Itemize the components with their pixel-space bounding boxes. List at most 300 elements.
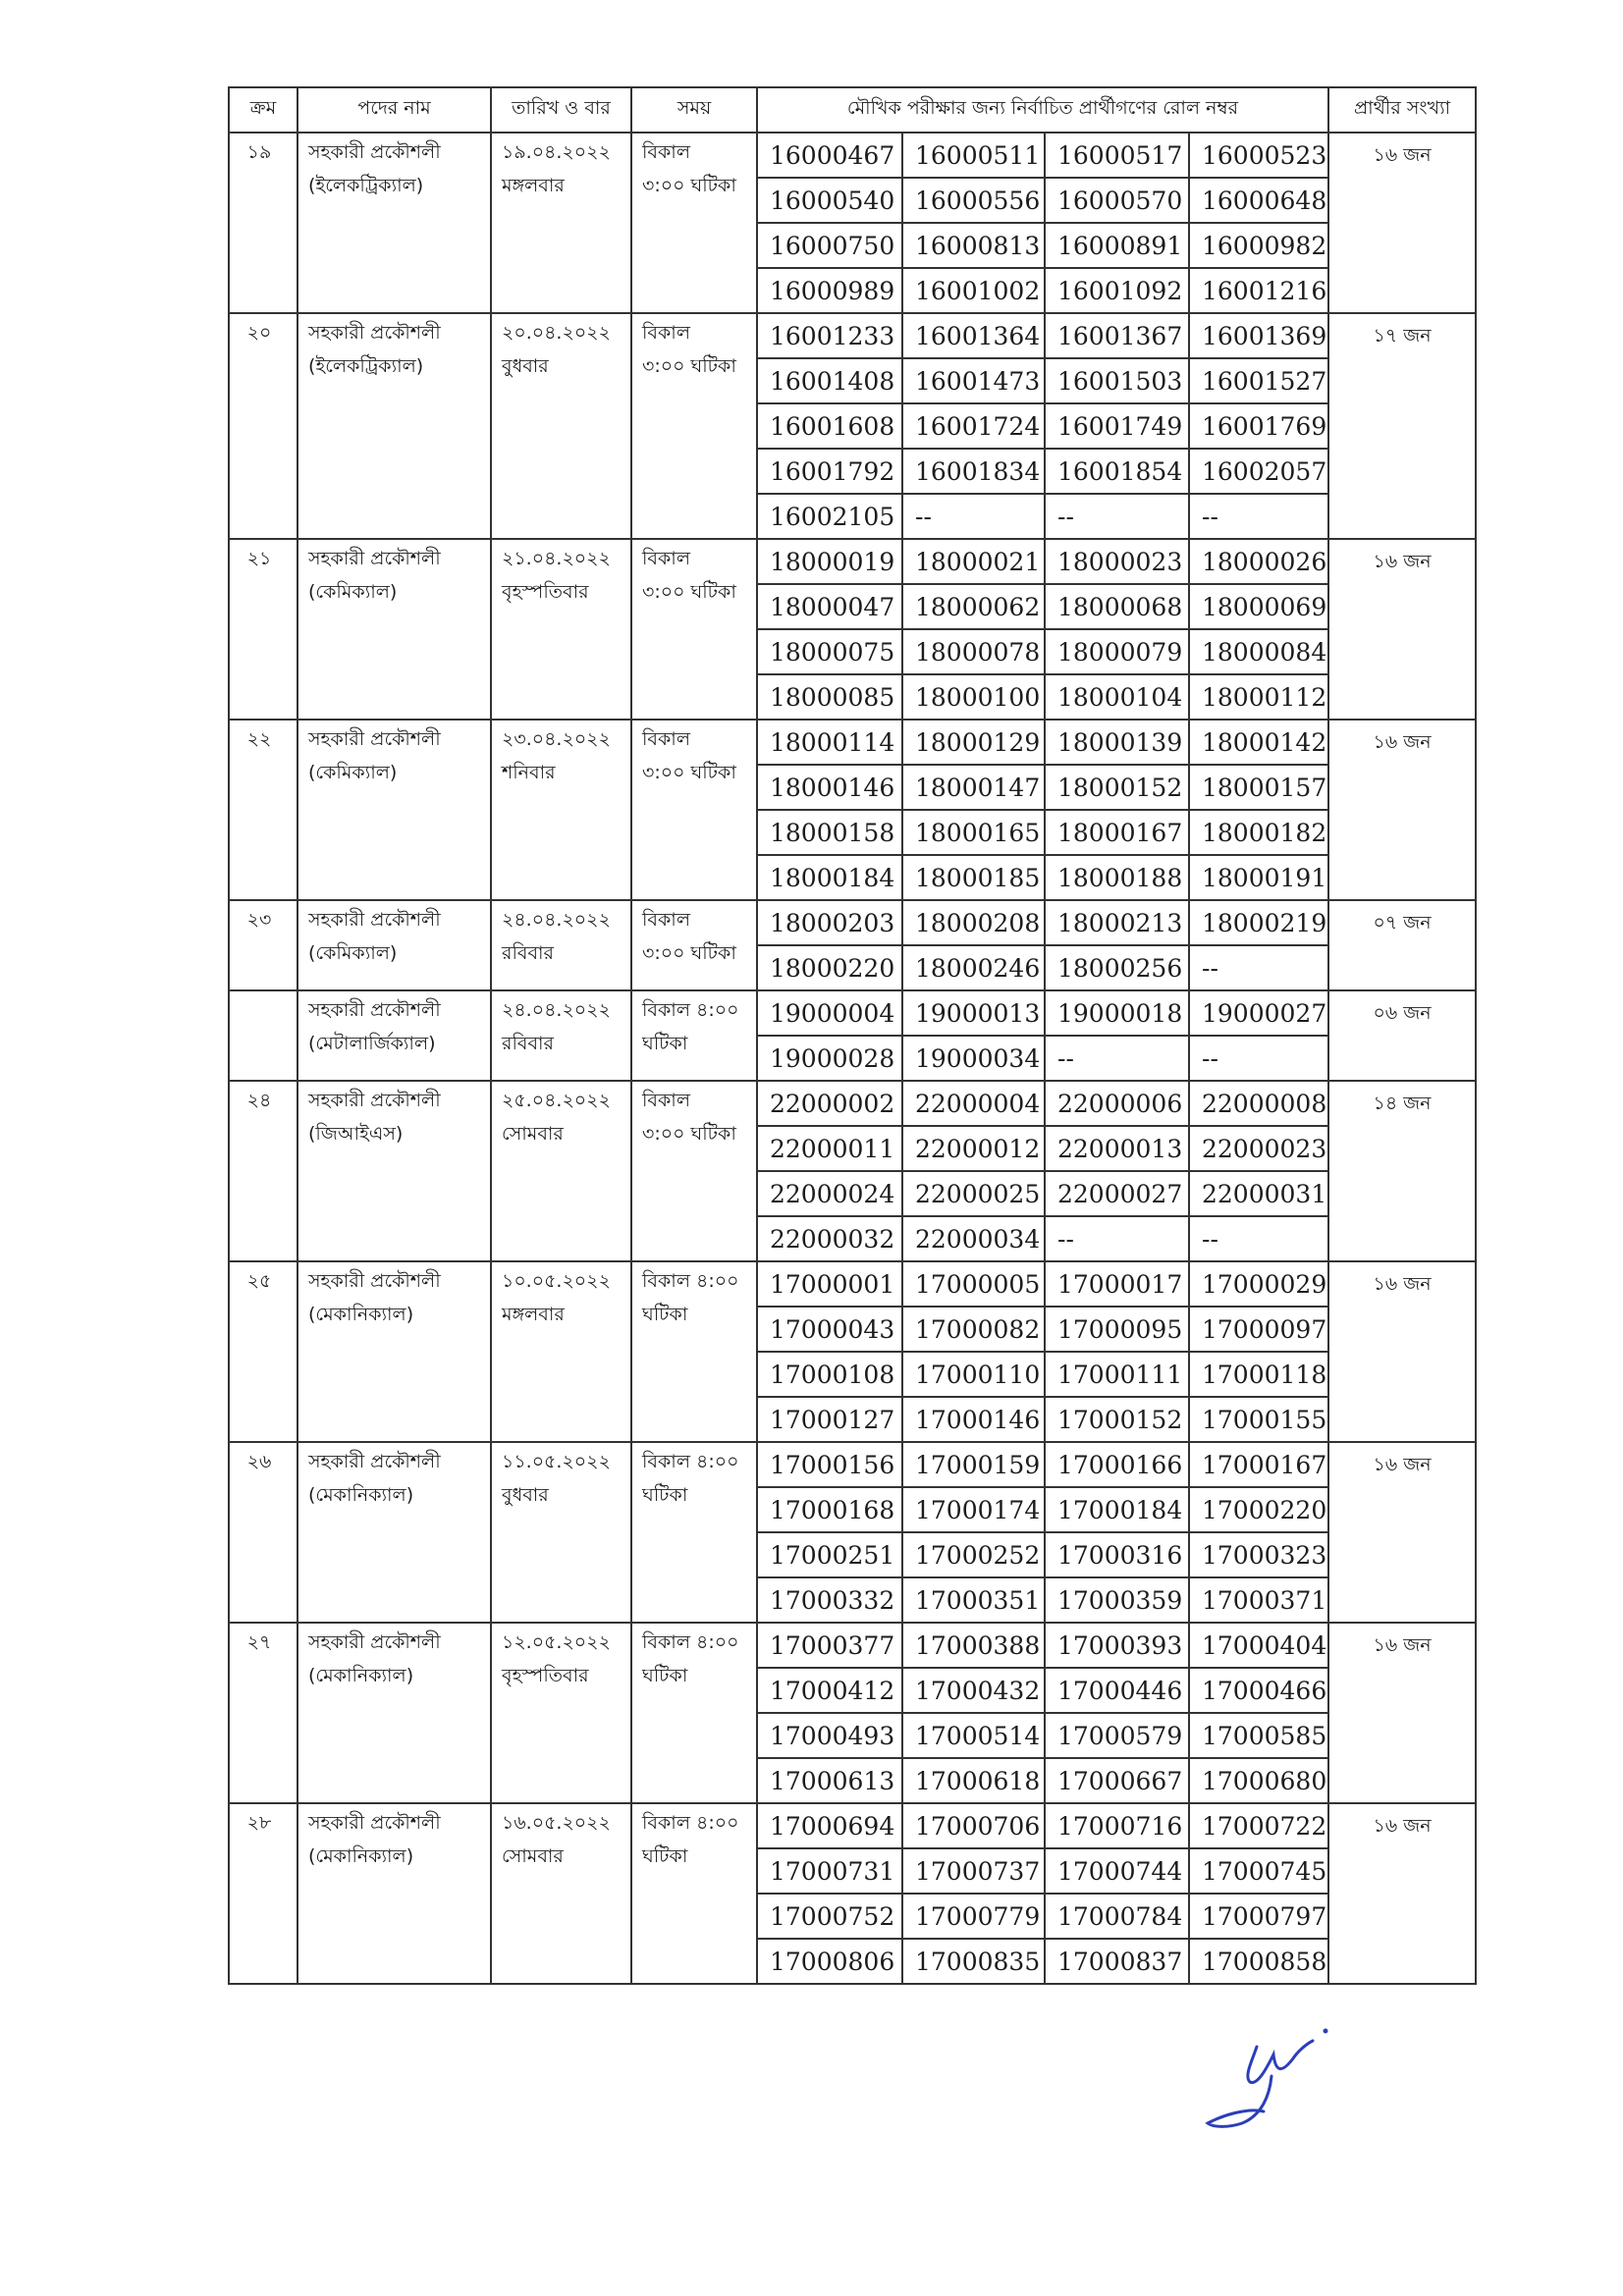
post-name-cell — [298, 990, 491, 1081]
time-cell — [631, 313, 757, 539]
candidate-count-cell: ১৬ জন — [1328, 539, 1476, 720]
time-cell — [631, 720, 757, 900]
time-line: বিকাল — [642, 909, 690, 931]
roll-number-cell: 17000167 — [1189, 1442, 1328, 1487]
date-day-cell — [491, 539, 631, 720]
post-name-line: (মেটালার্জিক্যাল) — [308, 1033, 436, 1054]
post-name-line: সহকারী প্রকৌশলী — [308, 909, 441, 931]
time-line: বিকাল ৪:০০ — [642, 1270, 739, 1292]
roll-number-cell: 18000167 — [1045, 810, 1189, 855]
serial-cell: ২৭ — [229, 1623, 298, 1803]
roll-number-cell: 19000028 — [757, 1036, 902, 1081]
roll-number-cell: 18000104 — [1045, 674, 1189, 720]
roll-number-cell: 22000027 — [1045, 1171, 1189, 1216]
roll-number-cell: 18000142 — [1189, 720, 1328, 765]
date-day-line: শনিবার — [502, 762, 556, 783]
post-name-cell — [298, 900, 491, 990]
roll-number-cell: 18000047 — [757, 584, 902, 629]
time-line: ঘটিকা — [642, 1304, 688, 1325]
time-line: ৩:০০ ঘটিকা — [642, 581, 736, 603]
roll-number-cell: 19000034 — [902, 1036, 1045, 1081]
roll-number-cell: 17000744 — [1045, 1848, 1189, 1894]
roll-number-cell: 17000111 — [1045, 1352, 1189, 1397]
roll-number-cell: 17000393 — [1045, 1623, 1189, 1668]
roll-number-cell: 17000152 — [1045, 1397, 1189, 1442]
serial-cell — [229, 990, 298, 1081]
roll-number-cell: 16001233 — [757, 313, 902, 358]
roll-number-cell: 16000648 — [1189, 178, 1328, 223]
date-day-cell — [491, 1261, 631, 1442]
roll-number-cell: 22000008 — [1189, 1081, 1328, 1126]
date-day-cell — [491, 1803, 631, 1984]
serial-cell: ১৯ — [229, 133, 298, 313]
roll-number-cell: 16001408 — [757, 358, 902, 403]
roll-number-cell: 22000004 — [902, 1081, 1045, 1126]
roll-number-cell: 22000002 — [757, 1081, 902, 1126]
roll-number-cell: 17000110 — [902, 1352, 1045, 1397]
post-name-line: (মেকানিক্যাল) — [308, 1665, 414, 1686]
table-row — [229, 1623, 1476, 1668]
roll-number-cell: 17000174 — [902, 1487, 1045, 1532]
post-name-cell — [298, 720, 491, 900]
post-name-cell — [298, 1803, 491, 1984]
roll-number-cell: 17000388 — [902, 1623, 1045, 1668]
time-cell — [631, 133, 757, 313]
roll-number-cell: 17000404 — [1189, 1623, 1328, 1668]
candidate-count-cell: ১৬ জন — [1328, 1623, 1476, 1803]
roll-number-cell: 18000182 — [1189, 810, 1328, 855]
roll-number-cell: 17000613 — [757, 1758, 902, 1803]
roll-number-cell: 18000188 — [1045, 855, 1189, 900]
roll-number-cell: 17000837 — [1045, 1939, 1189, 1984]
roll-number-cell: 16001002 — [902, 268, 1045, 313]
time-line: ৩:০০ ঘটিকা — [642, 1123, 736, 1145]
date-day-line: ১৯.০৪.২০২২ — [502, 141, 611, 163]
roll-number-cell: 18000075 — [757, 629, 902, 674]
roll-number-cell: 17000251 — [757, 1532, 902, 1577]
roll-number-cell: 16001792 — [757, 449, 902, 494]
roll-number-cell: 18000114 — [757, 720, 902, 765]
candidate-count-cell: ১৭ জন — [1328, 313, 1476, 539]
post-name-cell — [298, 539, 491, 720]
roll-number-cell: 17000156 — [757, 1442, 902, 1487]
table-row — [229, 1261, 1476, 1307]
roll-number-cell: 16001834 — [902, 449, 1045, 494]
roll-number-cell: 18000213 — [1045, 900, 1189, 945]
roll-number-cell: 17000694 — [757, 1803, 902, 1848]
date-day-cell — [491, 720, 631, 900]
date-day-line: বুধবার — [502, 1484, 549, 1506]
roll-number-cell: 18000191 — [1189, 855, 1328, 900]
roll-number-cell: 17000127 — [757, 1397, 902, 1442]
time-line: বিকাল — [642, 548, 690, 569]
date-day-cell — [491, 313, 631, 539]
roll-number-cell: 17000466 — [1189, 1668, 1328, 1713]
date-day-cell — [491, 900, 631, 990]
roll-number-cell: 18000021 — [902, 539, 1045, 584]
roll-number-cell: 17000316 — [1045, 1532, 1189, 1577]
post-name-line: সহকারী প্রকৌশলী — [308, 1451, 441, 1472]
time-line: ৩:০০ ঘটিকা — [642, 175, 736, 196]
roll-number-cell: 17000784 — [1045, 1894, 1189, 1939]
roll-number-cell: 17000017 — [1045, 1261, 1189, 1307]
roll-number-cell: -- — [1189, 1216, 1328, 1261]
time-line: বিকাল ৪:০০ — [642, 1631, 739, 1653]
roll-number-cell: -- — [1045, 494, 1189, 539]
roll-number-cell: 17000118 — [1189, 1352, 1328, 1397]
roll-number-cell: 16000556 — [902, 178, 1045, 223]
roll-number-cell: 22000024 — [757, 1171, 902, 1216]
date-day-cell — [491, 1623, 631, 1803]
table-row — [229, 133, 1476, 178]
roll-number-cell: 17000371 — [1189, 1577, 1328, 1623]
roll-number-cell: 22000025 — [902, 1171, 1045, 1216]
date-day-line: বৃহস্পতিবার — [502, 581, 589, 603]
roll-number-cell: 16000891 — [1045, 223, 1189, 268]
roll-number-cell: 16001769 — [1189, 403, 1328, 449]
table-row — [229, 1081, 1476, 1126]
time-line: ৩:০০ ঘটিকা — [642, 942, 736, 964]
roll-number-cell: 18000165 — [902, 810, 1045, 855]
roll-number-cell: 16000813 — [902, 223, 1045, 268]
roll-number-cell: 22000013 — [1045, 1126, 1189, 1171]
serial-cell: ২১ — [229, 539, 298, 720]
time-cell — [631, 1623, 757, 1803]
roll-number-cell: 18000023 — [1045, 539, 1189, 584]
roll-number-cell: 17000043 — [757, 1307, 902, 1352]
roll-number-cell: 18000139 — [1045, 720, 1189, 765]
roll-number-cell: 18000062 — [902, 584, 1045, 629]
roll-number-cell: 16001608 — [757, 403, 902, 449]
serial-cell: ২৪ — [229, 1081, 298, 1261]
header-date-day: তারিখ ও বার — [491, 87, 631, 133]
roll-number-cell: 18000158 — [757, 810, 902, 855]
time-cell — [631, 1261, 757, 1442]
date-day-line: বৃহস্পতিবার — [502, 1665, 589, 1686]
serial-cell: ২০ — [229, 313, 298, 539]
roll-number-cell: 22000011 — [757, 1126, 902, 1171]
candidate-count-cell: ১৬ জন — [1328, 1261, 1476, 1442]
post-name-line: সহকারী প্রকৌশলী — [308, 1270, 441, 1292]
roll-number-cell: 17000252 — [902, 1532, 1045, 1577]
roll-number-cell: 17000351 — [902, 1577, 1045, 1623]
candidate-count-cell: ০৬ জন — [1328, 990, 1476, 1081]
roll-number-cell: 18000112 — [1189, 674, 1328, 720]
roll-number-cell: 18000185 — [902, 855, 1045, 900]
roll-number-cell: 17000082 — [902, 1307, 1045, 1352]
roll-number-cell: -- — [1189, 494, 1328, 539]
roll-number-cell: 18000157 — [1189, 765, 1328, 810]
table-row — [229, 313, 1476, 358]
roll-number-cell: 16001367 — [1045, 313, 1189, 358]
handwritten-signature — [1203, 2017, 1350, 2135]
date-day-line: ২৪.০৪.২০২২ — [502, 909, 611, 931]
post-name-line: সহকারী প্রকৌশলী — [308, 548, 441, 569]
roll-number-cell: 17000005 — [902, 1261, 1045, 1307]
date-day-line: ২৫.০৪.২০২২ — [502, 1090, 611, 1111]
roll-number-cell: 16000570 — [1045, 178, 1189, 223]
roll-number-cell: 17000514 — [902, 1713, 1045, 1758]
table-row — [229, 900, 1476, 945]
candidate-count-cell: ১৬ জন — [1328, 1442, 1476, 1623]
time-line: বিকাল ৪:০০ — [642, 1451, 739, 1472]
post-name-cell — [298, 1623, 491, 1803]
roll-number-cell: 17000097 — [1189, 1307, 1328, 1352]
roll-number-cell: 22000032 — [757, 1216, 902, 1261]
roll-number-cell: 16000750 — [757, 223, 902, 268]
roll-number-cell: 17000332 — [757, 1577, 902, 1623]
roll-number-cell: 18000026 — [1189, 539, 1328, 584]
post-name-line: সহকারী প্রকৌশলী — [308, 1812, 441, 1834]
roll-number-cell: 22000012 — [902, 1126, 1045, 1171]
roll-number-cell: 18000208 — [902, 900, 1045, 945]
serial-cell: ২২ — [229, 720, 298, 900]
time-cell — [631, 1442, 757, 1623]
roll-number-cell: 17000731 — [757, 1848, 902, 1894]
time-line: বিকাল ৪:০০ — [642, 1812, 739, 1834]
serial-cell: ২৩ — [229, 900, 298, 990]
roll-number-cell: 18000019 — [757, 539, 902, 584]
roll-number-cell: 18000084 — [1189, 629, 1328, 674]
roll-number-cell: 17000835 — [902, 1939, 1045, 1984]
roll-number-cell: 18000152 — [1045, 765, 1189, 810]
roll-number-cell: 16000511 — [902, 133, 1045, 178]
roll-number-cell: 19000027 — [1189, 990, 1328, 1036]
post-name-line: (কেমিক্যাল) — [308, 762, 398, 783]
table-row — [229, 539, 1476, 584]
candidate-count-cell: ১৬ জন — [1328, 133, 1476, 313]
header-serial: ক্রম — [229, 87, 298, 133]
date-day-line: বুধবার — [502, 355, 549, 377]
time-cell — [631, 539, 757, 720]
table-row — [229, 1442, 1476, 1487]
table-row — [229, 990, 1476, 1036]
time-cell — [631, 1803, 757, 1984]
date-day-line: মঙ্গলবার — [502, 1304, 565, 1325]
roll-number-cell: 17000585 — [1189, 1713, 1328, 1758]
date-day-line: মঙ্গলবার — [502, 175, 565, 196]
candidate-count-cell: ০৭ জন — [1328, 900, 1476, 990]
date-day-line: ১২.০৫.২০২২ — [502, 1631, 611, 1653]
post-name-line: (মেকানিক্যাল) — [308, 1484, 414, 1506]
roll-number-cell: 22000034 — [902, 1216, 1045, 1261]
candidate-count-cell: ১৪ জন — [1328, 1081, 1476, 1261]
post-name-cell — [298, 1081, 491, 1261]
roll-number-cell: 18000129 — [902, 720, 1045, 765]
post-name-cell — [298, 1442, 491, 1623]
roll-number-cell: -- — [902, 494, 1045, 539]
time-line: বিকাল — [642, 728, 690, 750]
roll-number-cell: 17000184 — [1045, 1487, 1189, 1532]
roll-number-cell: 17000779 — [902, 1894, 1045, 1939]
time-line: বিকাল — [642, 322, 690, 344]
roll-number-cell: 18000085 — [757, 674, 902, 720]
date-day-line: ১১.০৫.২০২২ — [502, 1451, 611, 1472]
roll-number-cell: 17000737 — [902, 1848, 1045, 1894]
roll-number-cell: 17000377 — [757, 1623, 902, 1668]
roll-number-cell: 18000100 — [902, 674, 1045, 720]
roll-number-cell: 17000159 — [902, 1442, 1045, 1487]
roll-number-cell: 16001854 — [1045, 449, 1189, 494]
roll-number-cell: 18000147 — [902, 765, 1045, 810]
roll-number-cell: 16001503 — [1045, 358, 1189, 403]
roll-number-cell: 17000432 — [902, 1668, 1045, 1713]
roll-number-cell: 17000168 — [757, 1487, 902, 1532]
roll-number-cell: 16000523 — [1189, 133, 1328, 178]
time-cell — [631, 990, 757, 1081]
roll-number-cell: 17000806 — [757, 1939, 902, 1984]
roll-number-cell: 17000146 — [902, 1397, 1045, 1442]
post-name-line: সহকারী প্রকৌশলী — [308, 322, 441, 344]
roll-number-cell: 16000982 — [1189, 223, 1328, 268]
time-line: বিকাল ৪:০০ — [642, 999, 739, 1021]
post-name-line: (কেমিক্যাল) — [308, 581, 398, 603]
roll-number-cell: 17000412 — [757, 1668, 902, 1713]
time-line: ঘটিকা — [642, 1845, 688, 1867]
time-cell — [631, 1081, 757, 1261]
roll-number-cell: -- — [1045, 1216, 1189, 1261]
roll-number-cell: 17000579 — [1045, 1713, 1189, 1758]
roll-number-cell: 17000618 — [902, 1758, 1045, 1803]
post-name-cell — [298, 133, 491, 313]
roll-number-cell: 17000359 — [1045, 1577, 1189, 1623]
roll-number-cell: 18000068 — [1045, 584, 1189, 629]
roll-number-cell: 22000006 — [1045, 1081, 1189, 1126]
roll-number-cell: 22000023 — [1189, 1126, 1328, 1171]
roll-number-cell: 17000155 — [1189, 1397, 1328, 1442]
header-time: সময় — [631, 87, 757, 133]
roll-number-cell: 17000323 — [1189, 1532, 1328, 1577]
roll-number-cell: 16002057 — [1189, 449, 1328, 494]
post-name-line: সহকারী প্রকৌশলী — [308, 728, 441, 750]
post-name-line: (কেমিক্যাল) — [308, 942, 398, 964]
roll-number-cell: 18000078 — [902, 629, 1045, 674]
date-day-line: ২১.০৪.২০২২ — [502, 548, 611, 569]
post-name-cell — [298, 1261, 491, 1442]
time-line: ঘটিকা — [642, 1484, 688, 1506]
table-row — [229, 720, 1476, 765]
date-day-cell — [491, 1442, 631, 1623]
roll-number-cell: 17000716 — [1045, 1803, 1189, 1848]
roll-number-cell: 16002105 — [757, 494, 902, 539]
roll-number-cell: 17000680 — [1189, 1758, 1328, 1803]
roll-number-cell: 18000184 — [757, 855, 902, 900]
date-day-line: ২৩.০৪.২০২২ — [502, 728, 611, 750]
table-row — [229, 1803, 1476, 1848]
roll-number-cell: 16001749 — [1045, 403, 1189, 449]
roll-number-cell: -- — [1045, 1036, 1189, 1081]
time-line: ঘটিকা — [642, 1033, 688, 1054]
date-day-line: ১৬.০৫.২০২২ — [502, 1812, 611, 1834]
roll-number-cell: 16001216 — [1189, 268, 1328, 313]
roll-number-cell: 17000493 — [757, 1713, 902, 1758]
roll-number-cell: 17000095 — [1045, 1307, 1189, 1352]
post-name-cell — [298, 313, 491, 539]
time-line: ৩:০০ ঘটিকা — [642, 762, 736, 783]
candidate-roll-table — [228, 86, 1477, 1985]
roll-number-cell: 17000108 — [757, 1352, 902, 1397]
date-day-line: রবিবার — [502, 942, 554, 964]
post-name-line: সহকারী প্রকৌশলী — [308, 141, 441, 163]
roll-number-cell: 17000745 — [1189, 1848, 1328, 1894]
roll-number-cell: 18000146 — [757, 765, 902, 810]
roll-number-cell: 22000031 — [1189, 1171, 1328, 1216]
roll-number-cell: 17000722 — [1189, 1803, 1328, 1848]
post-name-line: সহকারী প্রকৌশলী — [308, 1090, 441, 1111]
time-cell — [631, 900, 757, 990]
roll-number-cell: 16001369 — [1189, 313, 1328, 358]
post-name-line: সহকারী প্রকৌশলী — [308, 999, 441, 1021]
roll-number-cell: 18000220 — [757, 945, 902, 990]
roll-number-cell: 16000467 — [757, 133, 902, 178]
roll-number-cell: 18000069 — [1189, 584, 1328, 629]
post-name-line: (ইলেকট্রিক্যাল) — [308, 355, 424, 377]
roll-number-cell: 16001364 — [902, 313, 1045, 358]
roll-number-cell: 18000203 — [757, 900, 902, 945]
table-body — [229, 133, 1476, 1984]
roll-number-cell: 18000246 — [902, 945, 1045, 990]
post-name-line: (মেকানিক্যাল) — [308, 1304, 414, 1325]
roll-number-cell: 16001473 — [902, 358, 1045, 403]
roll-number-cell: 19000018 — [1045, 990, 1189, 1036]
roll-number-cell: 17000752 — [757, 1894, 902, 1939]
roll-number-cell: 17000166 — [1045, 1442, 1189, 1487]
post-name-line: (ইলেকট্রিক্যাল) — [308, 175, 424, 196]
date-day-line: রবিবার — [502, 1033, 554, 1054]
roll-number-cell: 17000858 — [1189, 1939, 1328, 1984]
candidate-count-cell: ১৬ জন — [1328, 720, 1476, 900]
post-name-line: (জিআইএস) — [308, 1123, 404, 1145]
date-day-cell — [491, 1081, 631, 1261]
header-post-name: পদের নাম — [298, 87, 491, 133]
roll-number-cell: 16000989 — [757, 268, 902, 313]
roll-number-cell: 16001527 — [1189, 358, 1328, 403]
roll-number-cell: 18000219 — [1189, 900, 1328, 945]
roll-number-cell: 17000001 — [757, 1261, 902, 1307]
header-candidate-count: প্রার্থীর সংখ্যা — [1328, 87, 1476, 133]
roll-number-cell: 19000004 — [757, 990, 902, 1036]
date-day-line: সোমবার — [502, 1845, 564, 1867]
candidate-count-cell: ১৬ জন — [1328, 1803, 1476, 1984]
roll-number-cell: 17000446 — [1045, 1668, 1189, 1713]
date-day-line: ১০.০৫.২০২২ — [502, 1270, 611, 1292]
post-name-line: (মেকানিক্যাল) — [308, 1845, 414, 1867]
roll-number-cell: -- — [1189, 1036, 1328, 1081]
date-day-line: সোমবার — [502, 1123, 564, 1145]
header-roll-numbers: মৌখিক পরীক্ষার জন্য নির্বাচিত প্রার্থীগণের রোল নম্বর — [757, 87, 1328, 133]
roll-number-cell: 17000029 — [1189, 1261, 1328, 1307]
date-day-cell — [491, 990, 631, 1081]
time-line: বিকাল — [642, 1090, 690, 1111]
date-day-line: ২০.০৪.২০২২ — [502, 322, 611, 344]
table-header-row — [229, 87, 1476, 133]
date-day-cell — [491, 133, 631, 313]
roll-number-cell: 18000079 — [1045, 629, 1189, 674]
roll-number-cell: 18000256 — [1045, 945, 1189, 990]
roll-number-cell: 16001724 — [902, 403, 1045, 449]
roll-number-cell: 19000013 — [902, 990, 1045, 1036]
time-line: বিকাল — [642, 141, 690, 163]
roll-number-cell: 17000706 — [902, 1803, 1045, 1848]
time-line: ঘটিকা — [642, 1665, 688, 1686]
roll-number-cell: -- — [1189, 945, 1328, 990]
roll-number-cell: 16000540 — [757, 178, 902, 223]
date-day-line: ২৪.০৪.২০২২ — [502, 999, 611, 1021]
post-name-line: সহকারী প্রকৌশলী — [308, 1631, 441, 1653]
roll-number-cell: 17000797 — [1189, 1894, 1328, 1939]
time-line: ৩:০০ ঘটিকা — [642, 355, 736, 377]
roll-number-cell: 16001092 — [1045, 268, 1189, 313]
